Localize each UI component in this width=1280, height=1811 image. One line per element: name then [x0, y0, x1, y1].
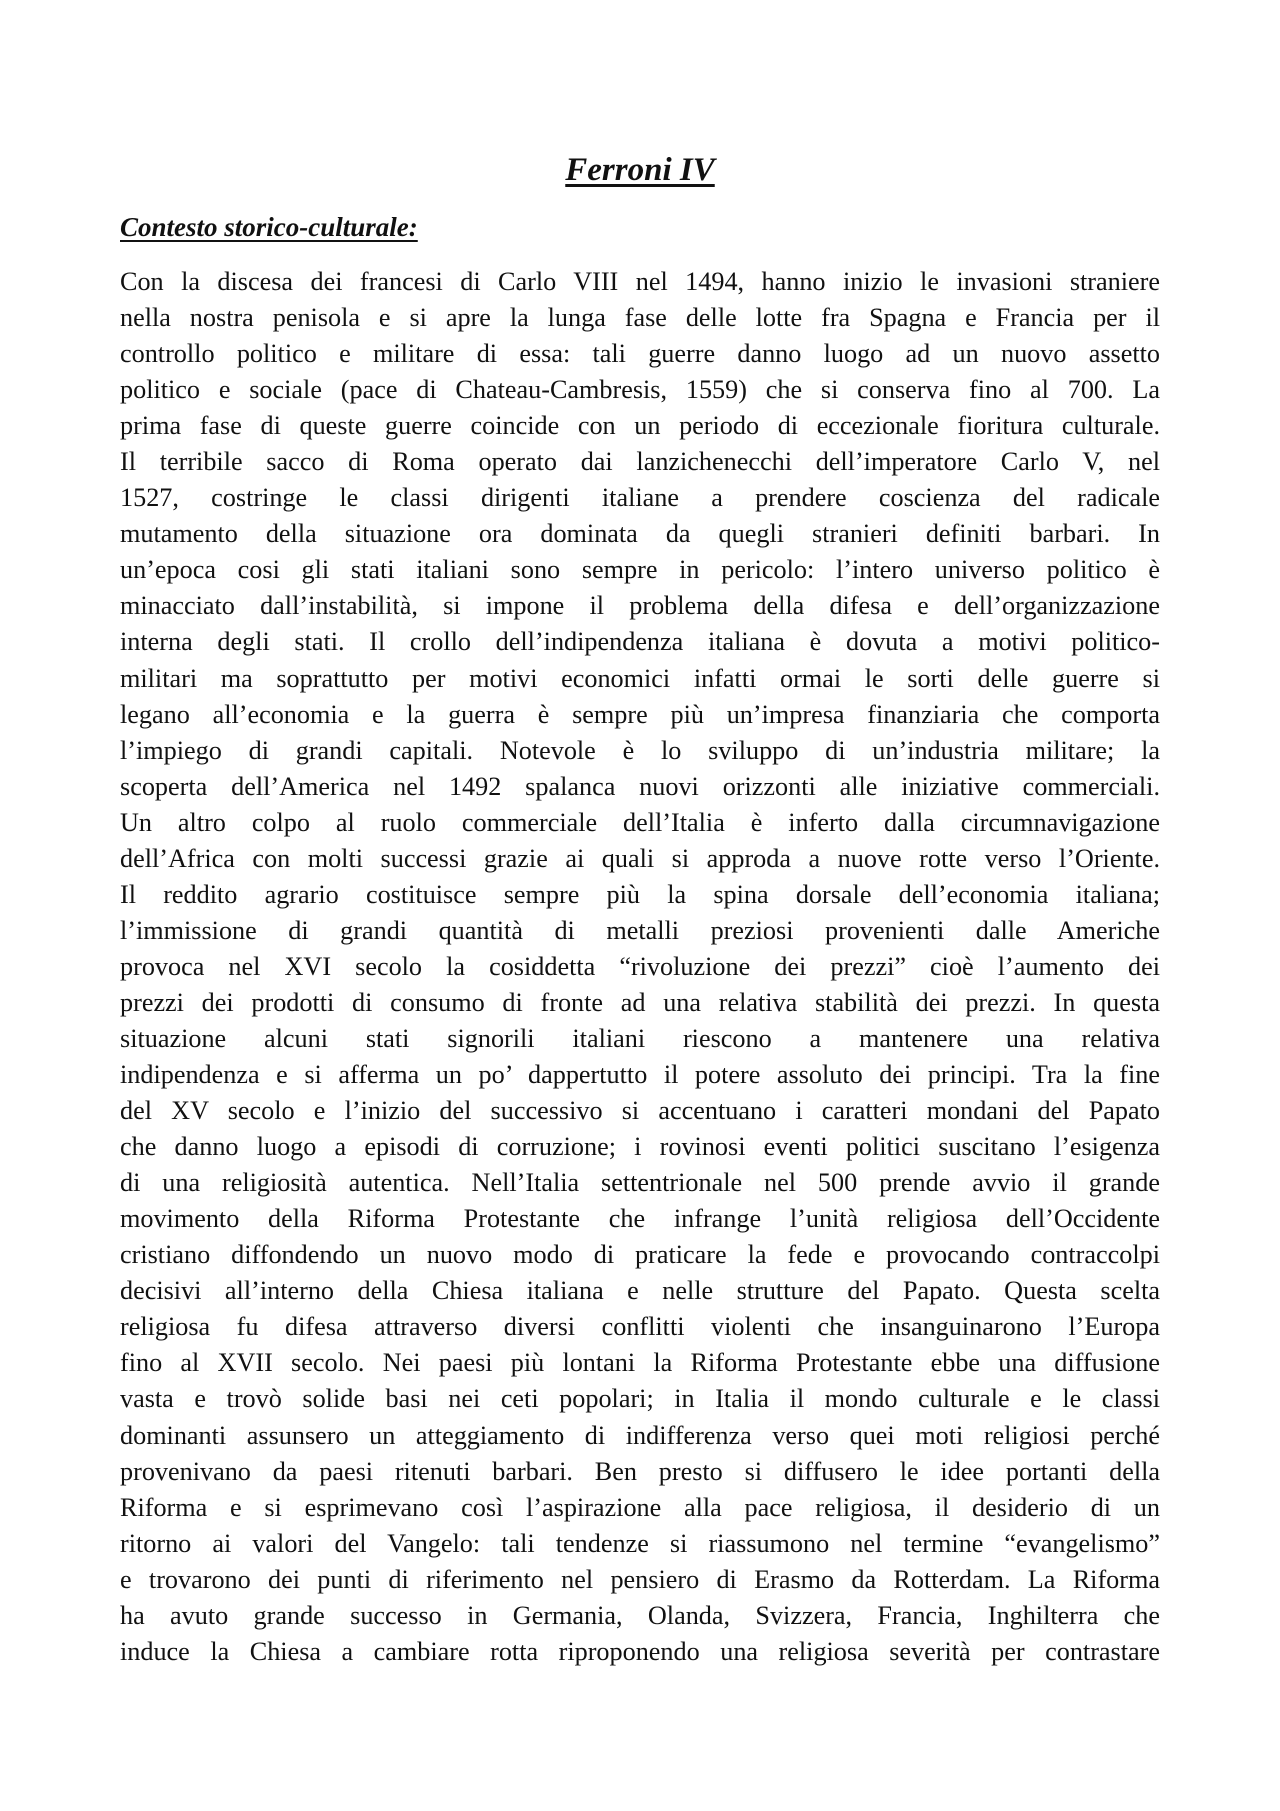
body-paragraph: [120, 264, 1160, 1670]
body-line: legano all’economia e la guerra è sempre più un’impresa finanziaria che comporta: [120, 699, 1160, 729]
body-line: minacciato dall’instabilità, si impone il problema della difesa e dell’organizzazione: [120, 591, 1160, 621]
body-line: Riforma e si esprimevano così l’aspirazione alla pace religiosa, il desiderio di un: [120, 1492, 1160, 1522]
body-line: l’impiego di grandi capitali. Notevole è lo sviluppo di un’industria militare; la: [120, 735, 1160, 765]
body-line: e trovarono dei punti di riferimento nel pensiero di Erasmo da Rotterdam. La Riforma: [120, 1564, 1160, 1594]
body-line: Con la discesa dei francesi di Carlo VIII nel 1494, hanno inizio le invasioni straniere: [120, 267, 1160, 296]
body-line: scoperta dell’America nel 1492 spalanca nuovi orizzonti alle iniziative commerciali.: [120, 771, 1160, 801]
body-line: ritorno ai valori del Vangelo: tali tendenze si riassumono nel termine “evangelismo”: [120, 1528, 1160, 1558]
body-line: religiosa fu difesa attraverso diversi conflitti violenti che insanguinarono l’Europa: [120, 1312, 1160, 1342]
body-line: prezzi dei prodotti di consumo di fronte ad una relativa stabilità dei prezzi. In questa: [120, 987, 1160, 1017]
body-line: movimento della Riforma Protestante che infrange l’unità religiosa dell’Occidente: [120, 1204, 1160, 1234]
body-line: cristiano diffondendo un nuovo modo di praticare la fede e provocando contraccolpi: [120, 1240, 1160, 1270]
body-line: induce la Chiesa a cambiare rotta riproponendo una religiosa severità per contrastare: [120, 1636, 1160, 1666]
body-line: del XV secolo e l’inizio del successivo si accentuano i caratteri mondani del Papato: [120, 1096, 1160, 1126]
body-line: Il terribile sacco di Roma operato dai lanzichenecchi dell’imperatore Carlo V, nel: [120, 447, 1160, 477]
section-heading: Contesto storico-culturale:: [120, 212, 418, 242]
body-line: di una religiosità autentica. Nell’Italia settentrionale nel 500 prende avvio il grande: [120, 1168, 1160, 1198]
body-line: Un altro colpo al ruolo commerciale dell’Italia è inferto dalla circumnavigazione: [120, 807, 1160, 837]
body-line: un’epoca cosi gli stati italiani sono sempre in pericolo: l’intero universo politico è: [120, 555, 1160, 585]
body-line: mutamento della situazione ora dominata da quegli stranieri definiti barbari. In: [120, 519, 1160, 549]
body-line: politico e sociale (pace di Chateau-Cambresis, 1559) che si conserva fino al 700. La: [120, 375, 1160, 405]
body-line: provoca nel XVI secolo la cosiddetta “rivoluzione dei prezzi” cioè l’aumento dei: [120, 951, 1160, 981]
page-title: Ferroni IV: [565, 152, 715, 188]
body-line: situazione alcuni stati signorili italiani riescono a mantenere una relativa: [120, 1023, 1160, 1053]
body-line: provenivano da paesi ritenuti barbari. Ben presto si diffusero le idee portanti della: [120, 1456, 1160, 1486]
body-line: 1527, costringe le classi dirigenti italiane a prendere coscienza del radicale: [120, 483, 1160, 513]
body-line: che danno luogo a episodi di corruzione; i rovinosi eventi politici suscitano l’esigenza: [120, 1132, 1160, 1162]
body-line: decisivi all’interno della Chiesa italiana e nelle strutture del Papato. Questa scelta: [120, 1276, 1160, 1306]
body-line: controllo politico e militare di essa: tali guerre danno luogo ad un nuovo assetto: [120, 339, 1160, 369]
body-line: ha avuto grande successo in Germania, Olanda, Svizzera, Francia, Inghilterra che: [120, 1600, 1160, 1630]
body-line: interna degli stati. Il crollo dell’indipendenza italiana è dovuta a motivi politico-: [120, 627, 1160, 657]
body-line: vasta e trovò solide basi nei ceti popolari; in Italia il mondo culturale e le classi: [120, 1384, 1160, 1414]
body-line: dell’Africa con molti successi grazie ai quali si approda a nuove rotte verso l’Oriente.: [120, 843, 1160, 873]
body-line: prima fase di queste guerre coincide con un periodo di eccezionale fioritura culturale.: [120, 411, 1160, 441]
body-line: nella nostra penisola e si apre la lunga fase delle lotte fra Spagna e Francia per il: [120, 303, 1160, 333]
body-line: fino al XVII secolo. Nei paesi più lontani la Riforma Protestante ebbe una diffusione: [120, 1348, 1160, 1378]
body-line: l’immissione di grandi quantità di metalli preziosi provenienti dalle Americhe: [120, 915, 1160, 945]
body-line: Il reddito agrario costituisce sempre più la spina dorsale dell’economia italiana;: [120, 879, 1160, 909]
body-line: militari ma soprattutto per motivi economici infatti ormai le sorti delle guerre si: [120, 663, 1160, 693]
body-line: dominanti assunsero un atteggiamento di indifferenza verso quei moti religiosi perché: [120, 1420, 1160, 1450]
body-line: indipendenza e si afferma un po’ dappertutto il potere assoluto dei principi. Tra la fine: [120, 1060, 1160, 1090]
